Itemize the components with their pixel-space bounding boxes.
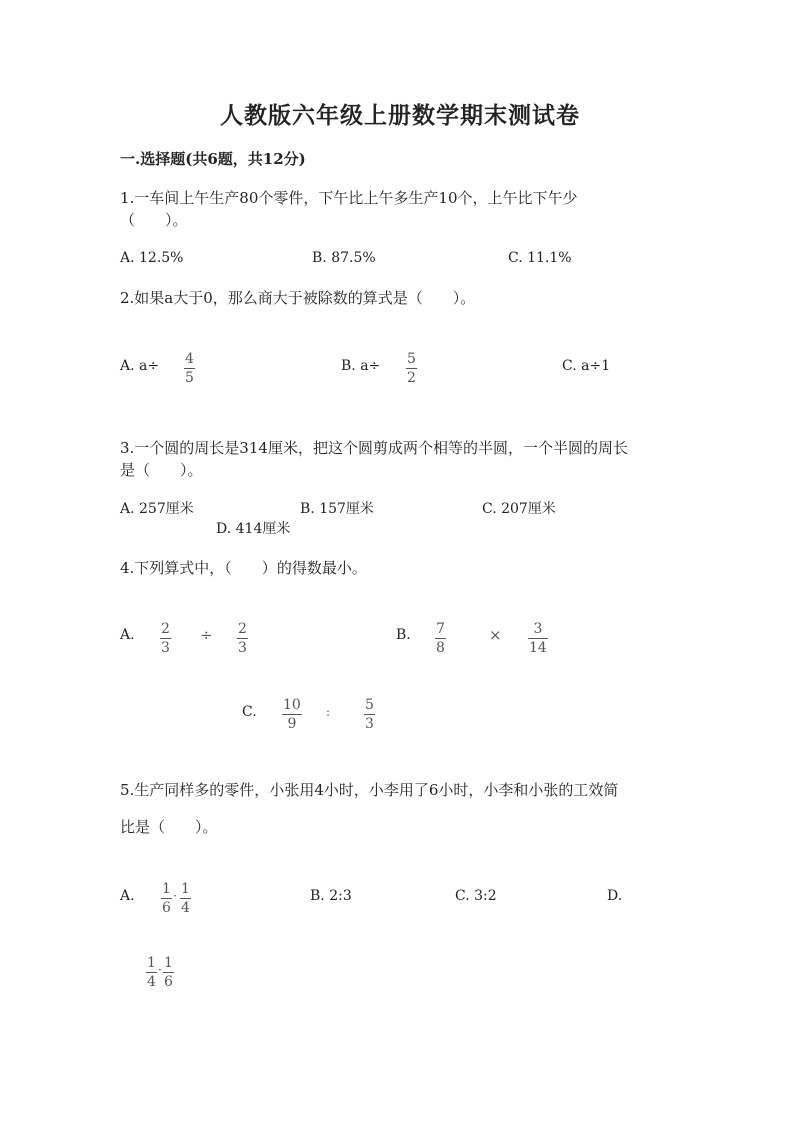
page-title: 人教版六年级上册数学期末测试卷 [220, 102, 580, 129]
question-4-option-c-fraction-2 [364, 698, 375, 731]
question-3-option-c[interactable]: C. 207厘米 [482, 501, 556, 517]
fraction-bar [163, 972, 174, 973]
question-1-line-1: 1.一车间上午生产80个零件，下午比上午多生产10个，上午比下午少 [120, 189, 578, 207]
fraction-numerator: 5 [365, 697, 374, 713]
question-5-option-d-fraction-1 [146, 956, 157, 989]
question-5-option-a-fraction-1 [161, 882, 172, 915]
question-4-option-b-fraction-2 [528, 622, 548, 655]
fraction-denominator: 2 [407, 370, 416, 386]
question-3-line-1: 3.一个圆的周长是314厘米，把这个圆剪成两个相等的半圆，一个半圆的周长 [120, 439, 628, 457]
question-5-option-d-colon: · [158, 963, 162, 977]
question-1-option-a[interactable]: A. 12.5% [120, 250, 184, 266]
question-4-option-c-operator: : [326, 705, 331, 719]
question-5-option-a-colon: · [173, 889, 177, 903]
question-5-line-1: 5.生产同样多的零件，小张用4小时，小李用了6小时，小李和小张的工效简 [120, 781, 619, 799]
question-3-option-d[interactable]: D. 414厘米 [216, 521, 291, 537]
question-4-option-b-fraction-1 [435, 622, 446, 655]
question-4-text: 4.下列算式中，（ ）的得数最小。 [120, 559, 367, 577]
question-4-option-b[interactable]: B. [396, 627, 411, 643]
question-4-option-a-operator: ÷ [200, 626, 213, 644]
question-3-option-b[interactable]: B. 157厘米 [300, 501, 374, 517]
fraction-numerator: 1 [162, 881, 171, 897]
question-2-option-b-fraction [406, 352, 417, 385]
fraction-bar [364, 714, 375, 715]
fraction-numerator: 1 [164, 955, 173, 971]
section-heading: 一.选择题(共6题，共12分) [120, 150, 306, 168]
question-1-option-b[interactable]: B. 87.5% [312, 250, 376, 266]
question-3-line-2: 是（ ）。 [120, 461, 203, 479]
question-5-option-d-fraction-2 [163, 956, 174, 989]
fraction-numerator: 4 [185, 351, 194, 367]
fraction-numerator: 5 [407, 351, 416, 367]
fraction-bar [184, 368, 195, 369]
fraction-denominator: 4 [147, 974, 156, 990]
fraction-bar [406, 368, 417, 369]
fraction-denominator: 3 [238, 640, 247, 656]
question-4-option-a-fraction-2 [237, 622, 248, 655]
question-1-option-c[interactable]: C. 11.1% [508, 250, 572, 266]
fraction-bar [161, 898, 172, 899]
question-3-option-a[interactable]: A. 257厘米 [120, 501, 194, 517]
fraction-denominator: 8 [436, 640, 445, 656]
question-5-option-a[interactable]: A. [120, 888, 135, 904]
fraction-numerator: 3 [533, 621, 543, 637]
fraction-denominator: 6 [162, 900, 171, 916]
fraction-denominator: 5 [185, 370, 194, 386]
fraction-bar [180, 898, 191, 899]
question-2-option-a-fraction [184, 352, 195, 385]
question-4-option-c-fraction-1 [282, 698, 302, 731]
fraction-denominator: 3 [365, 716, 374, 732]
question-4-option-a-fraction-1 [160, 622, 171, 655]
question-4-option-c[interactable]: C. [242, 704, 257, 720]
fraction-denominator: 9 [287, 716, 297, 732]
fraction-bar [146, 972, 157, 973]
question-5-option-a-fraction-2 [180, 882, 191, 915]
question-1-line-2: （ ）。 [120, 211, 188, 229]
fraction-bar [160, 638, 171, 639]
question-4-option-b-operator: × [489, 626, 502, 644]
question-5-option-c[interactable]: C. 3:2 [455, 888, 497, 904]
question-2-option-a[interactable]: A. a÷ [120, 358, 160, 374]
fraction-numerator: 1 [147, 955, 156, 971]
fraction-denominator: 14 [529, 640, 547, 656]
fraction-numerator: 2 [238, 621, 247, 637]
fraction-numerator: 1 [181, 881, 190, 897]
question-5-option-b[interactable]: B. 2:3 [310, 888, 352, 904]
fraction-bar [528, 638, 548, 639]
question-2-option-b[interactable]: B. a÷ [341, 358, 381, 374]
question-2-option-c[interactable]: C. a÷1 [562, 358, 611, 374]
fraction-bar [435, 638, 446, 639]
question-4-option-a[interactable]: A. [120, 627, 135, 643]
fraction-numerator: 10 [283, 697, 301, 713]
fraction-bar [237, 638, 248, 639]
question-5-line-2: 比是（ ）。 [120, 818, 218, 836]
fraction-numerator: 2 [161, 621, 170, 637]
fraction-denominator: 4 [181, 900, 190, 916]
fraction-numerator: 7 [436, 621, 445, 637]
fraction-bar [282, 714, 302, 715]
fraction-denominator: 6 [164, 974, 173, 990]
question-5-option-d[interactable]: D. [607, 888, 623, 904]
question-2-text: 2.如果a大于0，那么商大于被除数的算式是（ ）。 [120, 289, 476, 307]
fraction-denominator: 3 [161, 640, 170, 656]
